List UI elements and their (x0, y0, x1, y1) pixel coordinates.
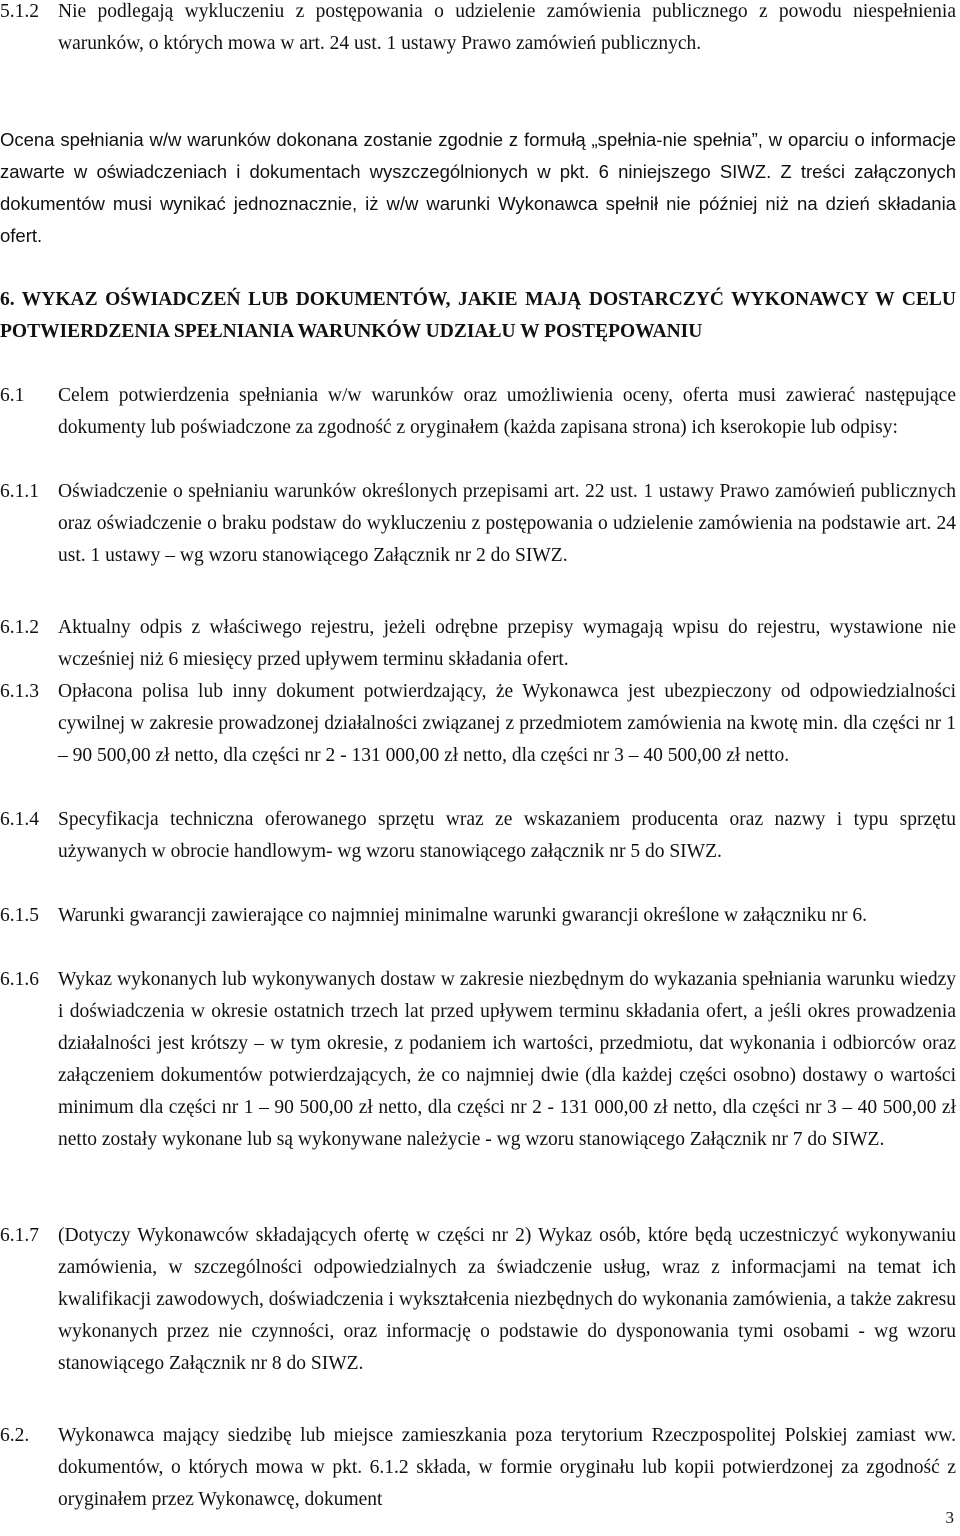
item-number: 6.1.7 (0, 1225, 39, 1246)
item-6-1-5 (0, 900, 956, 932)
item-6-1-4 (0, 804, 956, 868)
item-6-1-3 (0, 676, 956, 772)
item-text: Specyfikacja techniczna oferowanego sprzętu wraz ze wskazaniem producenta oraz nazwy i typu sprzętu używanych w obrocie handlowym- wg wzoru stanowiącego załącznik nr 5 do SIWZ. (58, 809, 956, 862)
item-number: 6.1 (0, 385, 25, 406)
ocena-text-a: Ocena spełniania w/w warunków dokonana zostanie zgodnie z formułą „spełnia-nie spełnia”, w oparciu o informacje zawarte w oświadczeniach i dokumentach wyszczególnionych w pkt. 6 niniejszego SIWZ. (0, 129, 956, 182)
page-number: 3 (945, 1508, 954, 1527)
item-number: 6.1.1 (0, 481, 39, 502)
item-number: 6.1.6 (0, 969, 39, 990)
item-text: Wykaz wykonanych lub wykonywanych dostaw w zakresie niezbędnym do wykazania spełniania warunku wiedzy i doświadczenia w okresie ostatnich trzech lat przed upływem terminu składania ofert, a jeśli okres prowadzenia działalności jest krótszy – w tym okresie, z podaniem ich wartości, przedmiotu, dat wykonania i odbiorców oraz załączeniem dokumentów potwierdzających, że co najmniej dwie (dla każdej części osobno) dostawy o wartości minimum dla części nr 1 – 90 500,00 zł netto, dla części nr 2 - 131 000,00 zł netto, dla części nr 3 – 40 500,00 zł netto zostały wykonane lub są wykonywane należycie - wg wzoru stanowiącego Załącznik nr 7 do SIWZ. (58, 969, 956, 1150)
item-6-1 (0, 380, 956, 444)
item-number: 6.2. (0, 1425, 30, 1446)
item-text: Warunki gwarancji zawierające co najmniej minimalne warunki gwarancji określone w załączniku nr 6. (58, 905, 867, 926)
item-6-1-2 (0, 612, 956, 676)
item-number: 6.1.3 (0, 681, 39, 702)
item-number: 6.1.5 (0, 905, 39, 926)
item-5-1-2 (0, 0, 956, 60)
section-heading-text: 6. WYKAZ OŚWIADCZEŃ LUB DOKUMENTÓW, JAKIE MAJĄ DOSTARCZYĆ WYKONAWCY W CELU POTWIERDZENIA SPEŁNIANIA WARUNKÓW UDZIAŁU W POSTĘPOWANIU (0, 289, 956, 342)
item-text: Oświadczenie o spełnianiu warunków określonych przepisami art. 22 ust. 1 ustawy Prawo zamówień publicznych oraz oświadczenie o braku podstaw do wykluczeniu z postępowania o udzielenie zamówienia na podstawie art. 24 ust. 1 ustawy – wg wzoru stanowiącego Załącznik nr 2 do SIWZ. (58, 481, 956, 566)
item-6-1-1 (0, 476, 956, 572)
ocena-paragraph (0, 124, 956, 252)
item-text: (Dotyczy Wykonawców składających ofertę w części nr 2) Wykaz osób, które będą uczestniczyć wykonywaniu zamówienia, w szczególności odpowiedzialnych za świadczenie usług, wraz z informacjami na temat ich kwalifikacji zawodowych, doświadczenia i wykształcenia niezbędnych do wykonania zamówienia, a także zakresu wykonanych przez nie czynności, oraz informację o podstawie do dysponowania tymi osobami - wg wzoru stanowiącego Załącznik nr 8 do SIWZ. (58, 1225, 956, 1374)
item-text: Wykonawca mający siedzibę lub miejsce zamieszkania poza terytorium Rzeczpospolitej Polskiej zamiast ww. dokumentów, o których mowa w pkt. 6.1.2 składa, w formie oryginału lub kopii potwierdzonej za zgodność z oryginałem przez Wykonawcę, dokument (58, 1425, 956, 1510)
item-text: Celem potwierdzenia spełniania w/w warunków oraz umożliwienia oceny, oferta musi zawierać następujące dokumenty lub poświadczone za zgodność z oryginałem (każda zapisana strona) ich kserokopie lub odpisy: (58, 385, 956, 438)
item-6-2 (0, 1420, 956, 1516)
item-text: Nie podlegają wykluczeniu z postępowania o udzielenie zamówienia publicznego z powodu niespełnienia warunków, o których mowa w art. 24 ust. 1 ustawy Prawo zamówień publicznych. (58, 1, 956, 54)
ocena-text-b: Z treści załączonych dokumentów musi wynikać jednoznacznie, iż w/w warunki Wykonawca spełnił nie później niż na dzień składania ofert. (0, 161, 956, 246)
section-6-heading (0, 284, 956, 348)
item-text: Opłacona polisa lub inny dokument potwierdzający, że Wykonawca jest ubezpieczony od odpowiedzialności cywilnej w zakresie prowadzonej działalności związanej z przedmiotem zamówienia na kwotę min. dla części nr 1 – 90 500,00 zł netto, dla części nr 2 - 131 000,00 zł netto, dla części nr 3 – 40 500,00 zł netto. (58, 681, 956, 766)
item-number: 6.1.4 (0, 809, 39, 830)
item-6-1-6 (0, 964, 956, 1156)
item-number: 5.1.2 (0, 1, 39, 22)
item-6-1-7 (0, 1220, 956, 1380)
item-number: 6.1.2 (0, 617, 39, 638)
item-text: Aktualny odpis z właściwego rejestru, jeżeli odrębne przepisy wymagają wpisu do rejestru, wystawione nie wcześniej niż 6 miesięcy przed upływem terminu składania ofert. (58, 617, 956, 670)
